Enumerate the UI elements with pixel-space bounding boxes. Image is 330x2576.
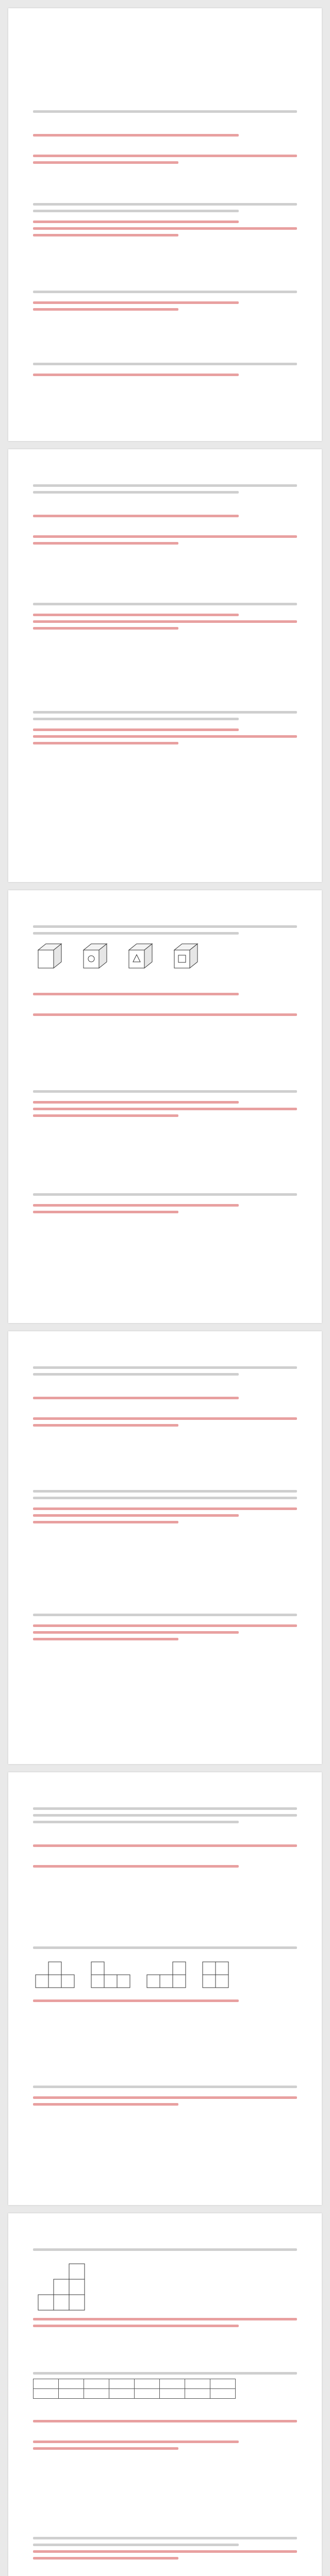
- solution-line: [33, 742, 178, 744]
- analysis-line: [33, 1101, 239, 1104]
- question-block: [33, 599, 297, 634]
- table-cell: [210, 2379, 236, 2389]
- data-table: [33, 2379, 236, 2399]
- cube-figure: [124, 940, 160, 971]
- text-line: [33, 2544, 239, 2546]
- solution-line: [33, 2103, 178, 2106]
- table-cell: [210, 2389, 236, 2399]
- solution-line: [33, 161, 178, 164]
- text-line: [33, 1946, 297, 1949]
- text-line: [33, 718, 239, 720]
- text-line: [33, 2372, 297, 2375]
- stacked-cube-drawing: [144, 1954, 191, 1990]
- solution-line: [33, 2447, 178, 2450]
- question-block: [33, 199, 297, 241]
- table-cell: [185, 2379, 210, 2389]
- text-line: [33, 1366, 297, 1369]
- solution-line: [33, 627, 178, 630]
- table-cell: [84, 2389, 109, 2399]
- solution-line: [33, 1638, 178, 1640]
- question-block: [33, 707, 297, 749]
- solution-line: [33, 535, 297, 538]
- analysis-line: [33, 2318, 297, 2320]
- solution-line: [33, 1211, 178, 1213]
- solution-line: [33, 1114, 178, 1117]
- stacked-cube-figure: [33, 2256, 95, 2313]
- stacked-cube-figure: [33, 1954, 79, 1990]
- analysis-line: [33, 221, 239, 223]
- solution-line: [33, 1521, 178, 1523]
- solution-line: [33, 308, 178, 311]
- analysis-line: [33, 1999, 239, 2002]
- text-line: [33, 1814, 297, 1817]
- text-line: [33, 203, 297, 206]
- question-block: [33, 359, 297, 380]
- analysis-line: [33, 134, 239, 137]
- exam-page-1: [8, 8, 322, 441]
- stacked-cube-row: [33, 2256, 297, 2313]
- solution-line: [33, 2096, 297, 2099]
- text-line: [33, 1090, 297, 1093]
- solution-line: [33, 227, 297, 230]
- table-cell: [109, 2379, 135, 2389]
- cube-figure: [78, 940, 114, 971]
- analysis-line: [33, 993, 239, 995]
- solution-line: [33, 1424, 178, 1427]
- question-block: [33, 2081, 297, 2110]
- stacked-cube-drawing: [33, 2256, 95, 2313]
- question-block: [33, 1362, 297, 1431]
- question-block: [33, 1486, 297, 1528]
- cube-drawing: [169, 940, 205, 971]
- text-line: [33, 711, 297, 714]
- question-block: [33, 1189, 297, 1217]
- analysis-line: [33, 1844, 297, 1847]
- question-block: [33, 1086, 297, 1121]
- table-cell: [34, 2389, 59, 2399]
- cube-drawing: [78, 940, 114, 971]
- question-block: [33, 106, 297, 168]
- table-cell: [185, 2389, 210, 2399]
- solution-line: [33, 735, 297, 738]
- solution-line: [33, 2441, 239, 2443]
- solution-line: [33, 542, 178, 545]
- table-row: [34, 2389, 236, 2399]
- solution-line: [33, 1631, 239, 1634]
- solution-line: [33, 1013, 297, 1016]
- analysis-line: [33, 728, 239, 731]
- text-line: [33, 363, 297, 365]
- solution-line: [33, 155, 297, 157]
- text-line: [33, 1497, 297, 1499]
- cube-drawing: [33, 940, 69, 971]
- solution-line: [33, 1108, 297, 1110]
- table-cell: [135, 2379, 160, 2389]
- question-block: [33, 921, 297, 1020]
- table-cell: [34, 2379, 59, 2389]
- text-line: [33, 1490, 297, 1493]
- text-line: [33, 110, 297, 113]
- cube-figure: [33, 940, 69, 971]
- text-line: [33, 603, 297, 605]
- question-block: [33, 2368, 297, 2454]
- table-cell: [135, 2389, 160, 2399]
- solution-line: [33, 1624, 297, 1627]
- solution-line: [33, 2557, 178, 2560]
- table-cell: [160, 2389, 185, 2399]
- analysis-line: [33, 2420, 297, 2422]
- analysis-line: [33, 301, 239, 304]
- table-cell: [59, 2379, 84, 2389]
- text-line: [33, 932, 239, 935]
- text-line: [33, 484, 297, 487]
- cube-figure-row: [33, 940, 297, 971]
- analysis-line: [33, 614, 239, 616]
- stacked-cube-figure: [144, 1954, 191, 1990]
- analysis-line: [33, 515, 239, 517]
- stacked-cube-drawing: [33, 1954, 79, 1990]
- question-block: [33, 1609, 297, 1645]
- exam-page-4: [8, 1331, 322, 1764]
- table-cell: [160, 2379, 185, 2389]
- stacked-cube-figure: [200, 1954, 246, 1990]
- question-block: [33, 2533, 297, 2564]
- solution-line: [33, 234, 178, 236]
- question-block: [33, 1803, 297, 1872]
- text-line: [33, 925, 297, 928]
- text-line: [33, 1821, 239, 1823]
- table-cell: [59, 2389, 84, 2399]
- table-cell: [109, 2389, 135, 2399]
- solution-line: [33, 2550, 297, 2553]
- cube-figure: [169, 940, 205, 971]
- exam-page-5: [8, 1772, 322, 2205]
- solution-line: [33, 1507, 297, 1510]
- text-line: [33, 1193, 297, 1196]
- text-line: [33, 2537, 297, 2539]
- solution-line: [33, 1417, 297, 1420]
- text-line: [33, 1807, 297, 1810]
- analysis-line: [33, 1397, 239, 1399]
- text-line: [33, 2248, 297, 2251]
- question-block: [33, 286, 297, 315]
- stacked-cube-row: [33, 1954, 297, 1990]
- solution-line: [33, 1514, 239, 1517]
- question-block: [33, 480, 297, 549]
- exam-page-6: [8, 2213, 322, 2576]
- stacked-cube-figure: [89, 1954, 135, 1990]
- solution-line: [33, 620, 297, 623]
- text-line: [33, 491, 239, 494]
- table-cell: [84, 2379, 109, 2389]
- exam-page-3: [8, 890, 322, 1323]
- analysis-line: [33, 1204, 239, 1207]
- text-line: [33, 291, 297, 293]
- stacked-cube-drawing: [89, 1954, 135, 1990]
- question-block: [33, 1942, 297, 2006]
- text-line: [33, 210, 239, 212]
- table-row: [34, 2379, 236, 2389]
- cube-drawing: [124, 940, 160, 971]
- analysis-line: [33, 374, 239, 376]
- question-block: [33, 2244, 297, 2331]
- exam-page-2: [8, 449, 322, 882]
- text-line: [33, 1373, 239, 1376]
- solution-line: [33, 1865, 239, 1868]
- analysis-line: [33, 2325, 239, 2327]
- text-line: [33, 1614, 297, 1616]
- stacked-cube-drawing: [200, 1954, 246, 1990]
- text-line: [33, 2086, 297, 2088]
